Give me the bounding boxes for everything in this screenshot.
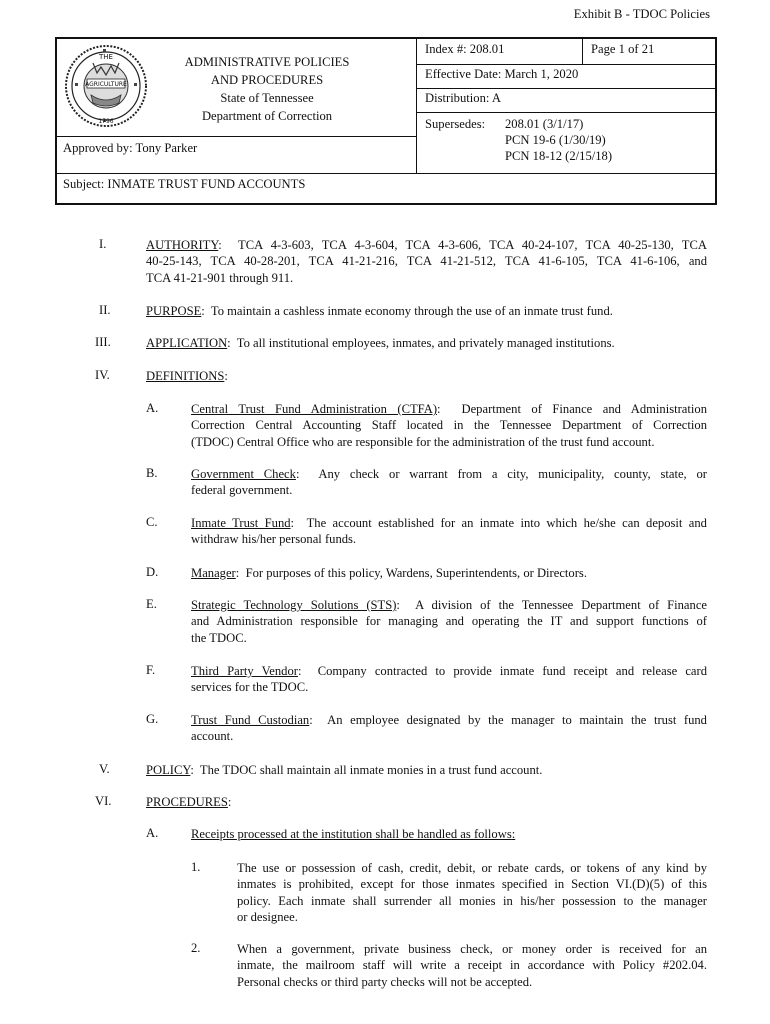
definition-letter: E. — [146, 597, 157, 611]
supersedes-item: PCN 18-12 (2/15/18) — [505, 149, 613, 163]
purpose-paragraph: PURPOSE: To maintain a cashless inmate economy through the use of an inmate trust fund. — [146, 304, 613, 318]
svg-text:AGRICULTURE: AGRICULTURE — [85, 81, 127, 88]
section-number: II. — [99, 303, 111, 317]
exhibit-label: Exhibit B - TDOC Policies — [573, 7, 710, 21]
definition-letter: B. — [146, 466, 158, 480]
svg-text:THE: THE — [99, 53, 113, 61]
definition-letter: D. — [146, 565, 159, 579]
definition-item: Central Trust Fund Administration (CTFA): Department of Finance and Administration Correction Central Accounting Staff located in the Tennessee Department of Correction (TDOC) Central Office who are responsible for the administration of the trust fund account. — [191, 402, 707, 449]
procedure-step-number: 2. — [191, 941, 201, 955]
supersedes-item: 208.01 (3/1/17) — [505, 117, 584, 131]
section-number: IV. — [95, 368, 110, 382]
definition-letter: F. — [146, 663, 156, 677]
definitions-heading: DEFINITIONS: — [146, 369, 228, 383]
section-number: V. — [99, 762, 110, 776]
policy-paragraph: POLICY: The TDOC shall maintain all inmate monies in a trust fund account. — [146, 763, 543, 777]
procedure-step: The use or possession of cash, credit, debit, or rebate cards, or tokens of any kind by inmates is prohibited, except for those inmates specified in Section VI.(D)(5) of this policy. Each inmate shall surrender all monies in his/her possession to the manager or designee. — [237, 861, 707, 925]
policy-title: ADMINISTRATIVE POLICIES AND PROCEDURES State of Tennessee Department of Correction — [184, 55, 350, 123]
definition-item: Trust Fund Custodian: An employee designated by the manager to maintain the trust fund account. — [191, 713, 707, 744]
application-paragraph: APPLICATION: To all institutional employees, inmates, and privately managed institutions. — [146, 336, 615, 350]
definition-item: Government Check: Any check or warrant from a city, municipality, county, state, or federal government. — [191, 467, 707, 498]
page-number: Page 1 of 21 — [591, 42, 655, 56]
distribution: Distribution: A — [425, 91, 501, 105]
supersedes-item: PCN 19-6 (1/30/19) — [505, 133, 606, 147]
procedures-heading: PROCEDURES: — [146, 795, 232, 809]
section-number: VI. — [95, 794, 112, 808]
definition-item: Strategic Technology Solutions (STS): A division of the Tennessee Department of Finance and Administration responsible for managing and operating the IT and support functions of the TDOC. — [191, 598, 707, 645]
svg-text:1796: 1796 — [98, 118, 114, 125]
definition-item: Inmate Trust Fund: The account established for an inmate into which he/she can deposit and withdraw his/her personal funds. — [191, 516, 707, 547]
procedure-step: When a government, private business check, or money order is received for an inmate, the mailroom staff will write a receipt in accordance with Policy #202.04. Personal checks or third party checks will not be accepted. — [237, 942, 707, 989]
procedure-letter: A. — [146, 826, 159, 840]
section-number: III. — [95, 335, 111, 349]
authority-paragraph: AUTHORITY: TCA 4-3-603, TCA 4-3-604, TCA 4-3-606, TCA 40-24-107, TCA 40-25-130, TCA 40-25-143, TCA 40-28-201, TCA 41-21-216, TCA 41-21-512, TCA 41-6-105, TCA 41-6-106, and TCA 41-21-901 through 911. — [146, 238, 707, 285]
definition-letter: C. — [146, 515, 158, 529]
supersedes-label: Supersedes: — [425, 117, 486, 131]
subject-line: Subject: INMATE TRUST FUND ACCOUNTS — [63, 177, 306, 191]
index-number: Index #: 208.01 — [425, 42, 505, 56]
policy-header-box — [55, 37, 717, 205]
definition-letter: A. — [146, 401, 159, 415]
approved-by: Approved by: Tony Parker — [63, 141, 198, 155]
definition-item: Third Party Vendor: Company contracted to provide inmate fund receipt and release card services for the TDOC. — [191, 664, 707, 695]
procedure-subheading: Receipts processed at the institution shall be handled as follows: — [191, 827, 516, 841]
section-number: I. — [99, 237, 107, 251]
definition-item: Manager: For purposes of this policy, Wardens, Superintendents, or Directors. — [191, 566, 587, 580]
tennessee-seal-icon — [63, 43, 149, 129]
procedure-step-number: 1. — [191, 860, 201, 874]
effective-date: Effective Date: March 1, 2020 — [425, 67, 579, 81]
definition-letter: G. — [146, 712, 159, 726]
